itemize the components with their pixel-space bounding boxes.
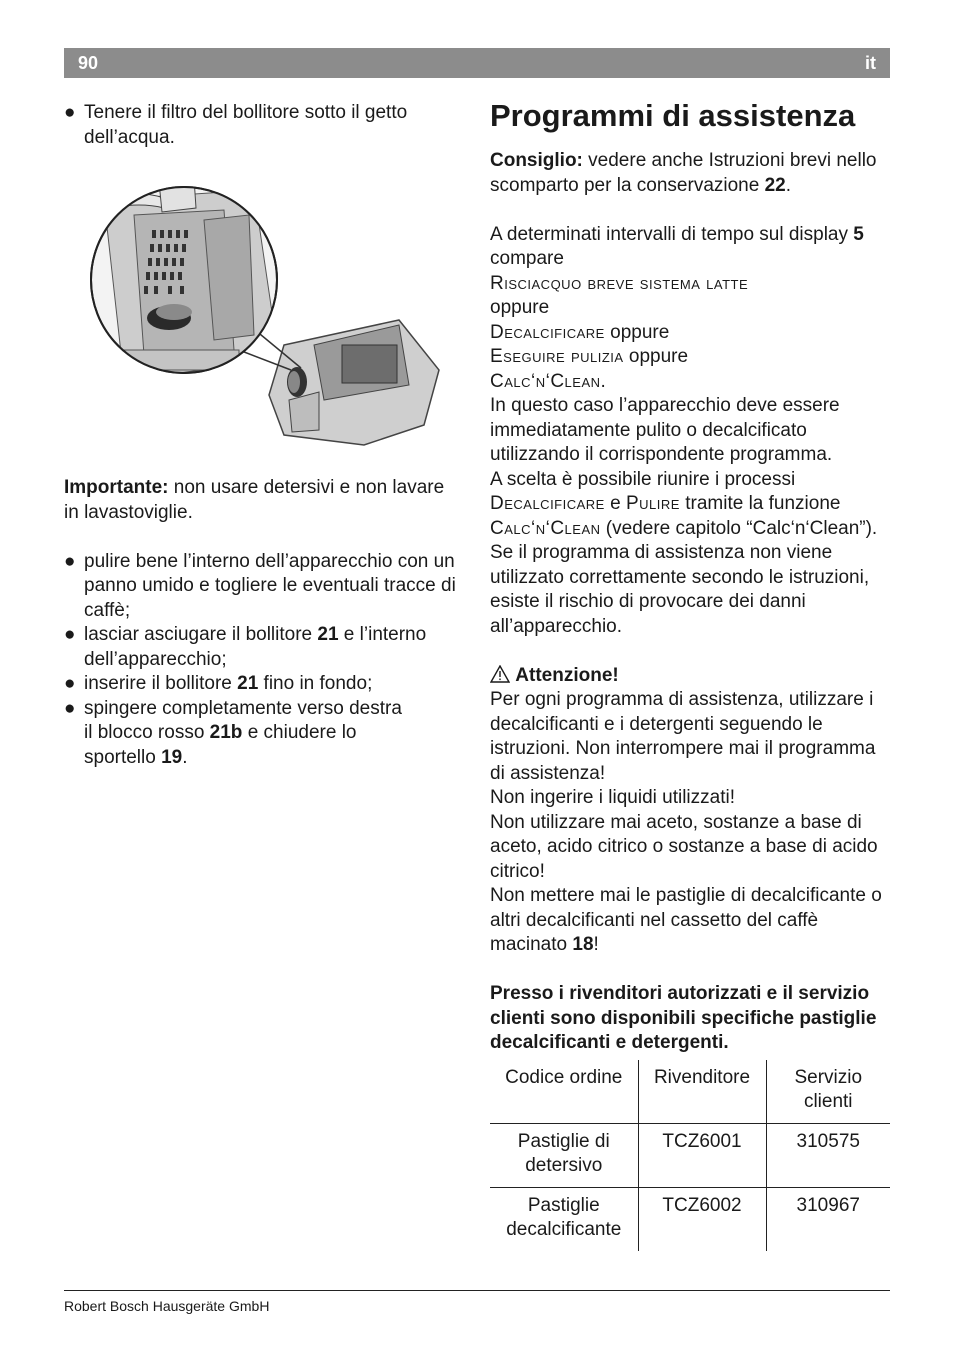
table-header: Codice ordine	[505, 1066, 623, 1088]
intro-paragraph: A determinati intervalli di tempo sul display 5 compare	[490, 223, 864, 269]
program-name: Calc‘n‘Clean	[490, 370, 601, 392]
warning-text: Non ingerire i liquidi utilizzati!	[490, 787, 735, 808]
table-cell: TCZ6002	[638, 1187, 766, 1251]
program-name: Eseguire pulizia	[490, 346, 624, 367]
table-header: Servizio clienti	[766, 1060, 890, 1124]
bullet-item: ● spingere completamente verso destra il blocco rosso 21b e chiudere lo sportello 19.	[64, 697, 402, 768]
paragraph: A scelta è possibile riunire i processi Decalcificare e Pulire tramite la funzione Calc‘n‘Clean (vedere capitolo “Calc‘n‘Clean”).	[490, 468, 878, 539]
language-code: it	[865, 53, 876, 73]
important-label: Importante:	[64, 477, 169, 498]
right-column: Programmi di assistenza Consiglio: vedere anche Istruzioni brevi nello scomparto per la conservazione 22. A determinati intervalli di tempo sul display 5 compare Risciacquo breve sistema latte oppure Decalcificare oppure Eseguire pulizia oppure Calc‘n‘Clean. In questo caso l’apparecchio deve essere immediatamente pulito o decalcificato utilizzando il corrispondente programma. A scelta è possibile riunire i processi Decalcificare e Pulire tramite la funzione Calc‘n‘Clean (vedere capitolo “Calc‘n‘Clean”). Se il programma di assistenza non viene utilizzato correttamente secondo le istruzioni, esiste il rischio di provocare dei danni all’apparecchio. Attenzione! Per ogni programma di assistenza, utilizzare i decalcificanti e i detergenti seguendo le istruzioni. Non interrompere mai il programma di assistenza! Non ingerire i liquidi utilizzati! Non utilizzare mai aceto, sostanze a base di aceto, acido citrico o sostanze a base di acido citrico! Non mettere mai le pastiglie di decalcificante o altri decalcificanti nel cassetto del caffè macinato 18! Presso i rivenditori autorizzati e il servizio clienti sono disponibili specifiche pastiglie decalcificanti e detergenti. Codice ordine Rivenditore Servizio clienti Pastiglie di detersivo TCZ6001 310575 Pastiglie decalcificante TCZ6002 310967	[490, 101, 890, 1251]
bullet-item: ● Tenere il filtro del bollitore sotto il getto dell’acqua.	[64, 102, 408, 148]
warning-text: Non mettere mai le pastiglie di decalcificante o altri decalcificanti nel cassetto del caffè macinato 18!	[490, 885, 882, 955]
footer-company: Robert Bosch Hausgeräte GmbH	[64, 1298, 270, 1314]
table-cell: Pastiglie decalcificante	[490, 1187, 638, 1251]
bullet-item: ● lasciar asciugare il bollitore 21 e l’interno dell’apparecchio;	[64, 624, 427, 670]
tip-paragraph: Consiglio: vedere anche Istruzioni brevi nello scomparto per la conservazione 22.	[490, 150, 877, 196]
bold-note: Presso i rivenditori autorizzati e il servizio clienti sono disponibili specifiche pastiglie decalcificanti e detergenti.	[490, 983, 877, 1053]
bullet-text: Tenere il filtro del bollitore sotto il getto dell’acqua.	[84, 102, 408, 148]
important-text: non usare detersivi e non lavare in lavastoviglie.	[64, 477, 445, 523]
warning-title: Attenzione!	[515, 664, 619, 686]
table-cell: 310967	[766, 1187, 890, 1251]
section-title: Programmi di assistenza	[490, 98, 856, 133]
program-name: Risciacquo breve sistema latte	[490, 272, 749, 294]
brewing-unit-illustration	[64, 160, 464, 450]
table-header-row	[490, 1060, 890, 1124]
table-cell: Pastiglie di detersivo	[490, 1123, 638, 1187]
paragraph: In questo caso l’apparecchio deve essere immediatamente pulito o decalcificato utilizzando il corrispondente programma.	[490, 395, 840, 465]
warning-text: Per ogni programma di assistenza, utilizzare i decalcificanti e i detergenti seguendo le istruzioni. Non interrompere mai il programma di assistenza!	[490, 689, 876, 784]
warning-triangle-icon	[490, 665, 510, 683]
table-row	[490, 1123, 890, 1187]
order-codes-table	[490, 1060, 890, 1251]
bullet-item: ● inserire il bollitore 21 fino in fondo;	[64, 673, 373, 694]
page-number: 90	[78, 53, 99, 73]
table-cell: 310575	[766, 1123, 890, 1187]
page-header	[64, 48, 890, 78]
paragraph: Se il programma di assistenza non viene utilizzato correttamente secondo le istruzioni, esiste il rischio di provocare dei danni all’apparecchio.	[490, 542, 870, 637]
left-column	[64, 101, 464, 770]
magnified-detail	[64, 178, 279, 380]
footer-divider	[64, 1290, 890, 1291]
program-name: Decalcificare	[490, 321, 605, 343]
brewing-unit-small	[269, 320, 439, 445]
warning-heading	[490, 664, 890, 689]
important-note	[64, 476, 464, 525]
warning-text: Non utilizzare mai aceto, sostanze a base di aceto, acido citrico o sostanze a base di acido citrico!	[490, 811, 878, 882]
table-cell: TCZ6001	[638, 1123, 766, 1187]
bullet-item: ● pulire bene l’interno dell’apparecchio con un panno umido e togliere le eventuali tracce di caffè;	[64, 550, 456, 621]
table-header: Rivenditore	[638, 1060, 766, 1124]
table-row	[490, 1187, 890, 1251]
